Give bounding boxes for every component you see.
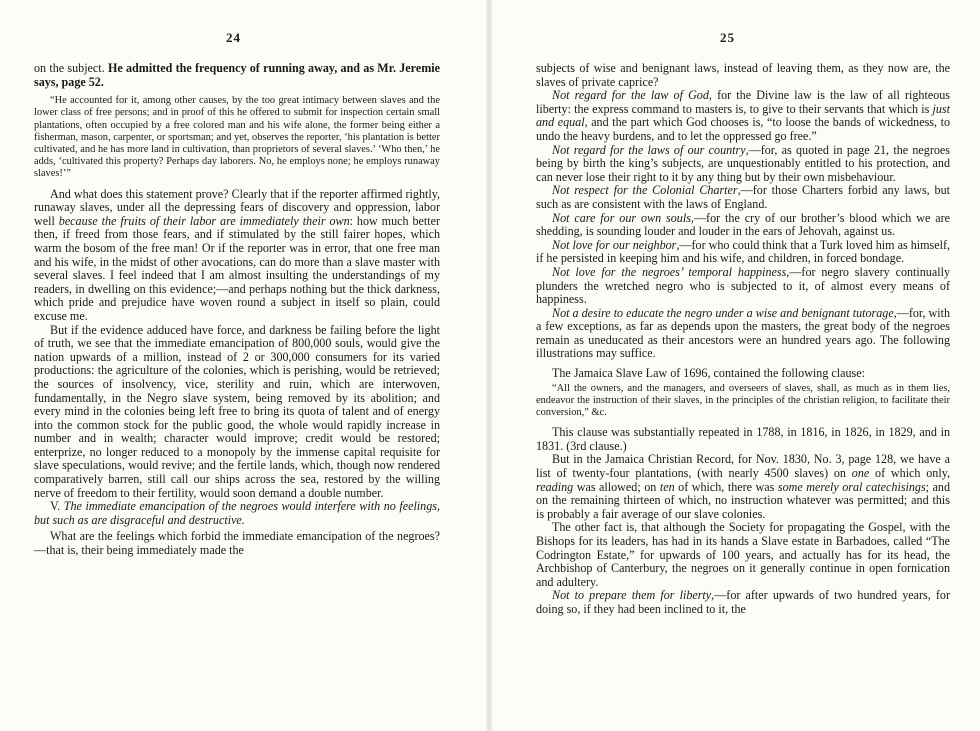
paragraph: The Jamaica Slave Law of 1696, contained the following clause: bbox=[552, 366, 865, 381]
block-quote: “He accounted for it, among other causes, by the too great intimacy between slaves and the lower class of free persons; and in proof of this he offered to submit for inspection certain small plantations, often occupied by a free colored man and his wife alone, the former being either a fisherman, mason, carpenter, or sportsman; and yet, observes the reporter, ‘his plantation is better cultivated, and he has more land in cultivation, than proprietors of several slaves.’ ‘Who then,’ he adds, ‘cultivated this property? Perhaps day laborers. No, he employs none; he employs runaway slaves!’” bbox=[34, 95, 440, 180]
page-number-left: 24 bbox=[226, 30, 241, 45]
paragraph: on the subject. He admitted the frequency of running away, and as Mr. Jeremie says, page 52. bbox=[34, 61, 440, 89]
paragraph: The other fact is, that although the Society for propagating the Gospel, with the Bishops for its leaders, has had in its hands a Slave estate in Barbadoes, called “The Codrington Estate,” for upwards of 100 years, and actually has for its head, the Archbishop of Canterbury, the negroes on it generally continue in open fornication and adultery. bbox=[536, 520, 950, 589]
right-page bbox=[492, 0, 980, 731]
paragraph: Not regard for the law of God, for the Divine law is the law of all righteous liberty: the express command to masters is, to give to their servants that which is just and equal, and the part which God chooses is, “to loose the bands of wickedness, to undo the heavy burdens, and to let the oppressed go free.” bbox=[536, 88, 950, 143]
block-quote: “All the owners, and the managers, and overseers of slaves, shall, as much as in them lies, endeavor the instruction of their slaves, in the principles of the christian religion, to facilitate their conversion,” &c. bbox=[536, 382, 950, 419]
left-page bbox=[0, 0, 488, 731]
page-number-right: 25 bbox=[720, 30, 735, 45]
left-text-column bbox=[34, 62, 440, 558]
paragraph: And what does this statement prove? Clearly that if the reporter affirmed rightly, runaway slaves, under all the depressing fears of discovery and oppression, labor well because the fruits of their labor are immediately their own: how much better then, if freed from those fears, and if stimulated by the still fairer hopes, which warm the bosom of the free man! Or if the reporter was in error, that one free man and his wife, in the midst of other avocations, can do more than a slave master with several slaves. I feel indeed that I am almost insulting the understandings of my readers, in dwelling on this evidence;—and perhaps nothing but the thick darkness, which pride and prejudice have woven round a subject in itself so plain, could excuse me. bbox=[34, 186, 440, 323]
paragraph: Not love for the negroes’ temporal happiness,—for negro slavery continually plunders the wretched negro who is subjected to it, of almost every means of happiness. bbox=[536, 264, 950, 307]
paragraph: Not a desire to educate the negro under a wise and benignant tutorage,—for, with a few exceptions, as far as depends upon the masters, the great body of the negroes remain as uneducated as their ancestors were an hundred years ago. The following illustrations may suffice. bbox=[536, 305, 951, 361]
paragraph: This clause was substantially repeated in 1788, in 1816, in 1826, in 1829, and in 1831. (3rd clause.) bbox=[536, 425, 950, 453]
paragraph: What are the feelings which forbid the immediate emancipation of the negroes?—that is, their being immediately made the bbox=[34, 529, 440, 558]
paragraph: Not regard for the laws of our country,—for, as quoted in page 21, the negroes being by birth the king’s subjects, are unquestionably entitled to his protection, and can never lose their right to it by any thing but by their own misbehaviour. bbox=[536, 142, 950, 184]
right-text-column bbox=[536, 62, 950, 617]
paragraph: Not care for our own souls,—for the cry of our brother’s blood which we are shedding, is sounding louder and louder in the ears of Jehovah, against us. bbox=[536, 210, 950, 239]
paragraph: Not to prepare them for liberty,—for after upwards of two hundred years, for doing so, if they had been inclined to it, the bbox=[536, 588, 950, 616]
paragraph: V. The immediate emancipation of the negroes would interfere with no feelings, but such as are disgraceful and destructive. bbox=[34, 499, 440, 527]
paragraph: But in the Jamaica Christian Record, for Nov. 1830, No. 3, page 128, we have a list of twenty-four plantations, (with nearly 4500 slaves) on one of which only, reading was allowed; on ten of which, there was some merely oral catechisings; and on the remaining thirteen of which, no instruction whatever was permitted; and this is probably a fair average of our slave colonies. bbox=[536, 452, 951, 521]
paragraph: Not respect for the Colonial Charter,—for those Charters forbid any laws, but such as are consistent with the laws of England. bbox=[536, 183, 950, 211]
paragraph: subjects of wise and benignant laws, instead of leaving them, as they now are, the slaves of private caprice? bbox=[536, 61, 950, 89]
paragraph: Not love for our neighbor,—for who could think that a Turk loved him as himself, if he persisted in keeping him and his wife, and children, in forced bondage. bbox=[536, 237, 950, 266]
paragraph: But if the evidence adduced have force, and darkness be failing before the light of truth, we see that the immediate emancipation of 800,000 souls, would give the nation upwards of a million, instead of 2 or 300,000 consumers for its varied productions: the agriculture of the colonies, which is perishing, would be retrieved; the sources of insolvency, vice, sterility and ruin, which are interwoven, fundamentally, in the Negro slave system, being removed by its abolition; and every mind in the colonies being left free to bring its quota of talent and of energy into the common stock for the public good, the whole would rapidly increase in number and in wealth; character would improve; credit would be restored; enterprize, no longer reduced to a monopoly by the immense capital requisite for slave speculations, would revive; and the fertile lands, which, though now rendered comparatively barren, still call our ships across the sea, restored by the willing nerve of freedom to their fertility, would soon demand a double number. bbox=[34, 322, 440, 500]
